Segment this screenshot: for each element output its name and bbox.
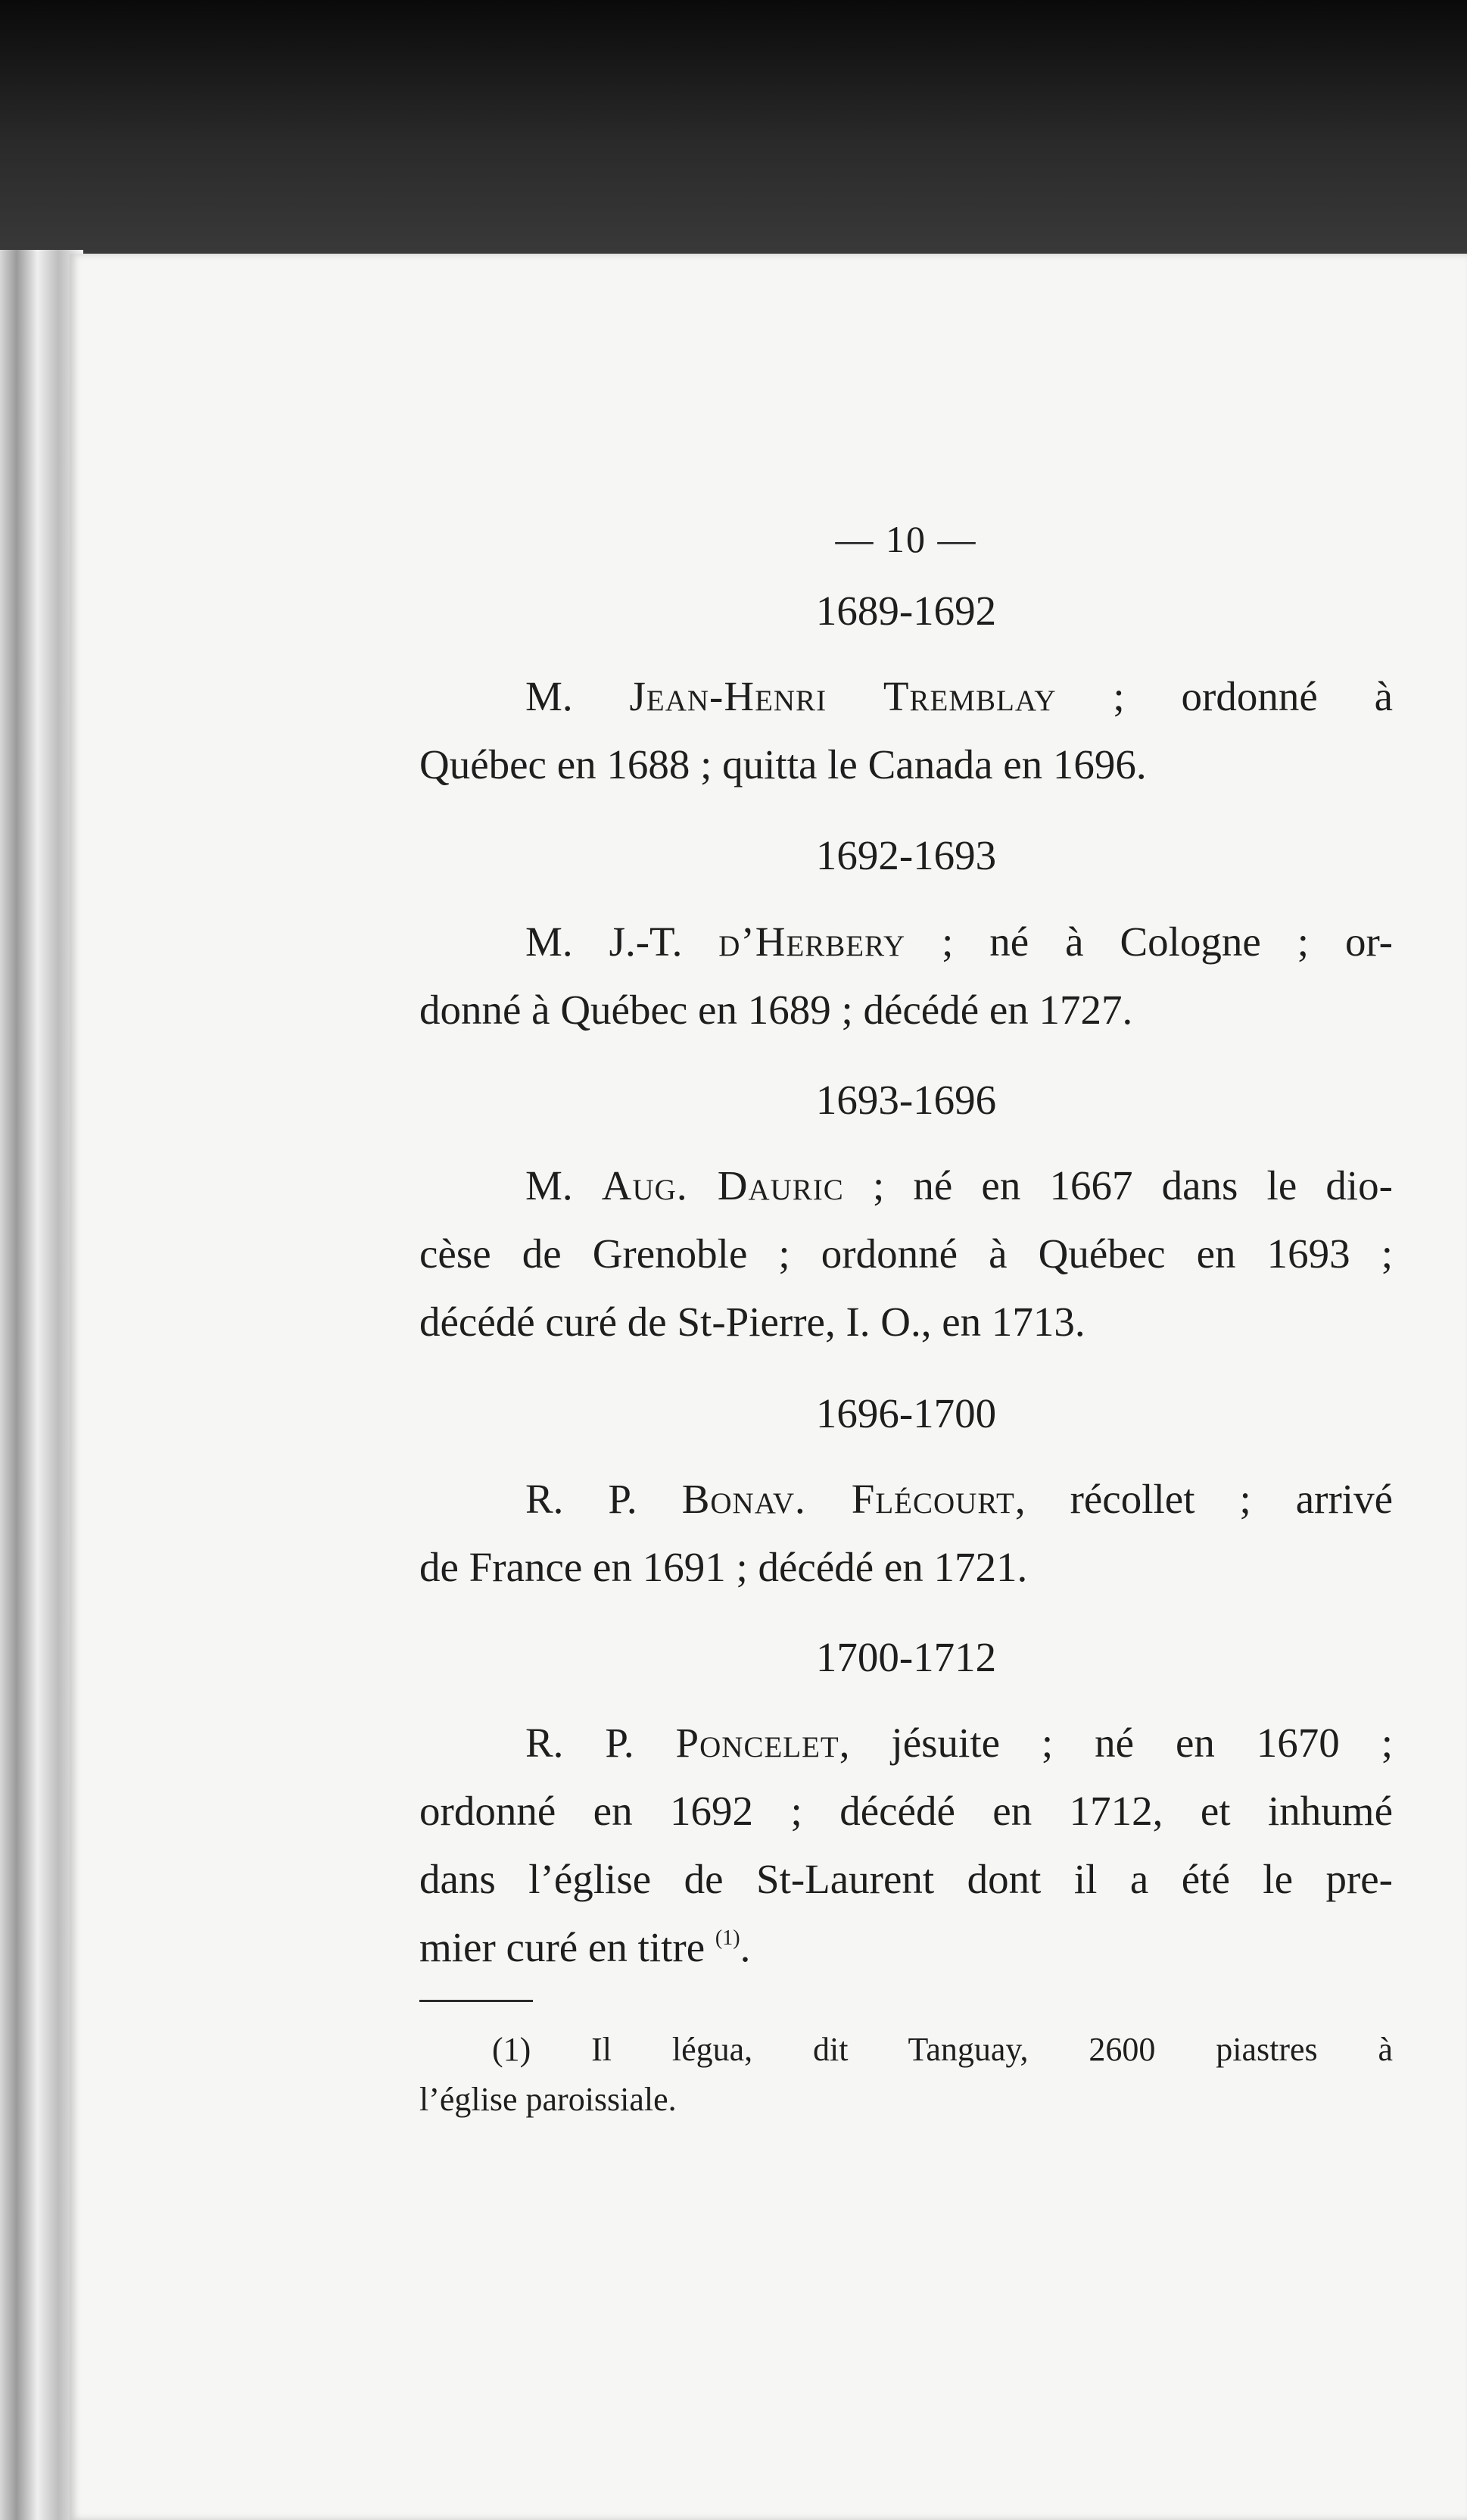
entry-line: M. J.-T. d’Herbery ; né à Cologne ; or- — [525, 918, 1394, 965]
clergy-name: d’Herbery — [718, 918, 906, 965]
scanner-background — [0, 0, 1467, 261]
entry-line: M. Aug. Dauric ; né en 1667 dans le dio- — [525, 1162, 1393, 1209]
entry-line: cèse de Grenoble ; ordonné à Québec en 1693 ; — [419, 1230, 1393, 1277]
entry-line: décédé curé de St-Pierre, I. O., en 1713. — [419, 1299, 1085, 1345]
page-number: — 10 — — [835, 518, 977, 560]
entry-paragraph — [419, 1465, 1393, 1602]
footnote — [419, 2025, 1393, 2125]
entry-years-heading: 1693-1696 — [815, 1077, 997, 1123]
entry-line: dans l’église de St-Laurent dont il a été le pre- — [419, 1856, 1393, 1902]
entry-line: mier curé en titre $^{(1)}$. — [419, 1924, 751, 1970]
entry-line: donné à Québec en 1689 ; décédé en 1727. — [419, 987, 1133, 1033]
entry-years-heading: 1689-1692 — [815, 588, 997, 634]
clergy-name: Jean-Henri Tremblay — [629, 673, 1057, 719]
entry-paragraph — [419, 1152, 1393, 1356]
entry-line: R. P. Bonav. Flécourt, récollet ; arrivé — [525, 1476, 1393, 1522]
entry-line: Québec en 1688 ; quitta le Canada en 1696. — [419, 741, 1147, 788]
book-page — [70, 254, 1467, 2520]
clergy-name: Poncelet — [675, 1720, 839, 1766]
footnote-line: l’église paroissiale. — [419, 2081, 677, 2118]
entry-line: M. Jean-Henri Tremblay ; ordonné à — [525, 673, 1393, 719]
entry-years-heading: 1692-1693 — [815, 832, 997, 878]
footnote-line: (1) Il légua, dit Tanguay, 2600 piastres à — [492, 2031, 1393, 2068]
footnote-marker: (1) — [715, 1926, 740, 1950]
entry-paragraph — [419, 908, 1393, 1044]
clergy-name: Aug. Dauric — [601, 1162, 844, 1209]
entry-paragraph — [419, 1709, 1393, 1982]
entry-years-heading: 1696-1700 — [815, 1390, 997, 1436]
entry-line: de France en 1691 ; décédé en 1721. — [419, 1544, 1028, 1590]
entry-line: R. P. Poncelet, jésuite ; né en 1670 ; — [525, 1720, 1393, 1766]
entry-line: ordonné en 1692 ; décédé en 1712, et inhumé — [419, 1788, 1393, 1834]
entry-paragraph — [419, 663, 1393, 799]
clergy-name: Bonav. Flécourt — [681, 1476, 1015, 1522]
entry-years-heading: 1700-1712 — [815, 1634, 997, 1680]
footnote-rule — [419, 2000, 533, 2002]
